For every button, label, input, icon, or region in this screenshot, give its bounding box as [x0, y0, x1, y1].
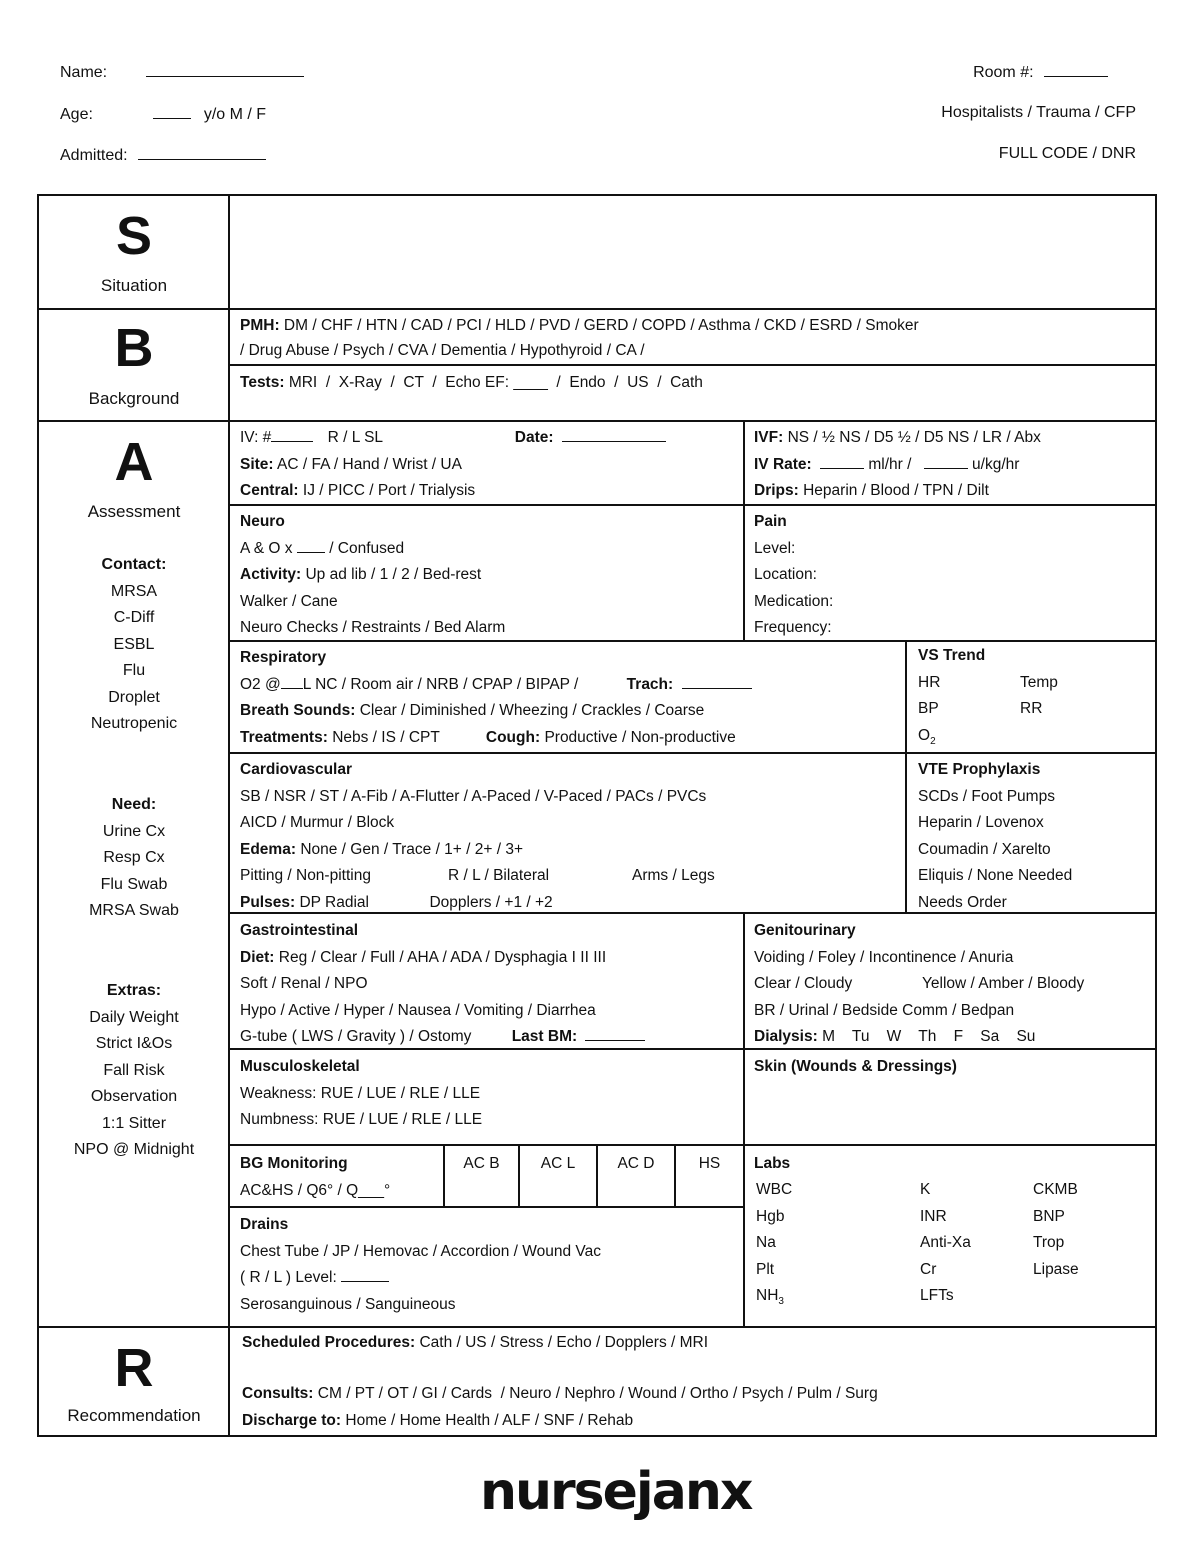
trach-label: Trach:: [626, 675, 674, 693]
pain-field: Medication:: [754, 592, 834, 610]
lab-item: Lipase: [1033, 1260, 1079, 1278]
diet-modifiers: Soft / Renal / NPO: [240, 975, 368, 993]
divider-msk-bg: [228, 1144, 1157, 1146]
pulses-sites: DP Radial: [299, 893, 369, 911]
pmh-options-line1: DM / CHF / HTN / CAD / PCI / HLD / PVD / GERD / COPD / Asthma / CKD / ESRD / Smoker: [283, 317, 919, 334]
activity-label: Activity:: [240, 566, 302, 584]
situation-letter: S: [115, 206, 153, 266]
iv-rate-label: IV Rate:: [754, 455, 812, 473]
activity-options: Up ad lib / 1 / 2 / Bed-rest: [305, 566, 482, 584]
dialysis-label: Dialysis:: [754, 1028, 818, 1046]
site-label: Site:: [240, 455, 274, 473]
sbar-form: [37, 194, 1157, 1437]
ivf-label: IVF:: [754, 429, 784, 446]
central-options: IJ / PICC / Port / Trialysis: [302, 482, 476, 500]
scheduled-procedures-options: Cath / US / Stress / Echo / Dopplers / MRI: [419, 1334, 709, 1351]
labs-col-3: [1033, 1177, 1079, 1283]
iv-rate-line[interactable]: [820, 454, 864, 469]
drain-type-options: Chest Tube / JP / Hemovac / Accordion / Wound Vac: [240, 1242, 601, 1260]
need-item: Urine Cx: [102, 822, 166, 840]
o2-options: L NC / Room air / NRB / CPAP / BIPAP /: [302, 675, 579, 693]
pain-field: Level:: [754, 539, 796, 557]
iv-number-line[interactable]: [271, 427, 313, 442]
mobility-aids: Walker / Cane: [240, 592, 338, 610]
need-item: MRSA Swab: [89, 902, 179, 919]
divider-bg-drains: [228, 1206, 743, 1208]
central-label: Central:: [240, 482, 299, 500]
assessment-label: Assessment: [87, 502, 181, 521]
vte-option: SCDs / Foot Pumps: [918, 787, 1055, 805]
tests-options: MRI / X-Ray / CT / Echo EF: ____ / Endo / US / Cath: [288, 374, 703, 391]
drips-label: Drips:: [754, 482, 799, 500]
urine-color-options: Yellow / Amber / Bloody: [922, 975, 1085, 993]
vte-option: Eliquis / None Needed: [918, 867, 1073, 885]
vs-rr: RR: [1020, 700, 1043, 718]
pain-field: Frequency:: [754, 619, 832, 637]
age-label: Age:: [60, 106, 93, 123]
divider-situation: [39, 308, 1157, 310]
edema-location-options: Arms / Legs: [632, 867, 715, 885]
drain-side-level: ( R / L ) Level:: [240, 1269, 337, 1287]
cardiovascular-section: [240, 757, 715, 917]
code-status-options: FULL CODE / DNR: [998, 145, 1136, 162]
discharge-row: [242, 1408, 633, 1435]
cough-options: Productive / Non-productive: [544, 728, 736, 746]
assessment-letter: A: [114, 432, 154, 492]
genitourinary-section: [754, 918, 1084, 1051]
consults-options: CM / PT / OT / GI / Cards / Neuro / Nephro / Wound / Ortho / Psych / Pulm / Surg: [317, 1385, 878, 1402]
iv-date-label: Date:: [514, 429, 554, 446]
vte-title: VTE Prophylaxis: [918, 761, 1041, 778]
skin-title: Skin (Wounds & Dressings): [754, 1058, 957, 1075]
tests-label: Tests:: [240, 374, 285, 391]
vs-temp: Temp: [1020, 673, 1058, 691]
drain-level-line[interactable]: [341, 1267, 389, 1282]
iv-rate-line-2[interactable]: [924, 454, 968, 469]
recommendation-letter: R: [114, 1338, 154, 1398]
vte-option: Heparin / Lovenox: [918, 814, 1044, 832]
extras-list: [39, 978, 229, 1164]
ivf-section: [754, 425, 1041, 505]
neuro-section: [240, 509, 505, 642]
drain-output-options: Serosanguinous / Sanguineous: [240, 1295, 456, 1313]
needs-list: [39, 792, 229, 925]
pain-title: Pain: [754, 513, 787, 530]
room-label: Room #:: [973, 64, 1034, 81]
vs-trend-title: VS Trend: [918, 647, 986, 664]
scheduled-procedures-label: Scheduled Procedures:: [242, 1334, 416, 1351]
weakness-options: RUE / LUE / RLE / LLE: [320, 1084, 481, 1102]
neuro-title: Neuro: [240, 513, 285, 530]
rhythm-options: SB / NSR / ST / A-Fib / A-Flutter / A-Paced / V-Paced / PACs / PVCs: [240, 787, 707, 805]
consults-label: Consults:: [242, 1385, 314, 1402]
gu-title: Genitourinary: [754, 922, 856, 939]
labs-col-1: [756, 1177, 792, 1316]
treatments-options: Nebs / IS / CPT: [332, 728, 440, 746]
bowel-options: Hypo / Active / Hyper / Nausea / Vomiting / Diarrhea: [240, 1001, 596, 1019]
divider-assessment: [39, 1326, 1157, 1328]
ivf-options: NS / ½ NS / D5 ½ / D5 NS / LR / Abx: [787, 429, 1041, 446]
respiratory-title: Respiratory: [240, 649, 327, 666]
lab-item: CKMB: [1033, 1181, 1078, 1198]
lab-item: Na: [756, 1234, 776, 1252]
lab-item: INR: [920, 1207, 947, 1225]
contact-precautions-list: [39, 552, 229, 738]
extras-item: NPO @ Midnight: [73, 1141, 195, 1158]
labs-col-2: [920, 1177, 971, 1310]
toileting-options: BR / Urinal / Bedside Comm / Bedpan: [754, 1001, 1015, 1019]
recommendation-label: Recommendation: [67, 1406, 201, 1425]
need-title: Need:: [111, 796, 157, 813]
vs-bp: BP: [918, 700, 939, 718]
iv-date-line[interactable]: [562, 427, 666, 442]
bg-title: BG Monitoring: [240, 1155, 348, 1172]
lab-nh-sub: 3: [778, 1296, 784, 1308]
edema-side-options: R / L / Bilateral: [448, 867, 550, 885]
bg-frequency-options: AC&HS / Q6° / Q___°: [240, 1181, 391, 1199]
treatments-label: Treatments:: [240, 728, 328, 746]
dialysis-days: M Tu W Th F Sa Su: [822, 1028, 1036, 1046]
breath-sounds-label: Breath Sounds:: [240, 702, 356, 720]
extras-title: Extras:: [106, 982, 162, 999]
drips-options: Heparin / Blood / TPN / Dilt: [803, 482, 989, 500]
lab-item: WBC: [756, 1181, 793, 1198]
last-bm-line[interactable]: [585, 1026, 645, 1041]
iv-label: IV: #: [240, 429, 272, 446]
divider-gi-col: [743, 912, 745, 1326]
situation-notes-area[interactable]: [230, 198, 1155, 306]
bg-col-acl: AC L: [540, 1155, 576, 1172]
contact-item: MRSA: [110, 582, 158, 600]
contact-item: C-Diff: [113, 609, 155, 626]
tests-section: [240, 370, 703, 397]
contact-item: ESBL: [113, 635, 155, 653]
trach-line[interactable]: [682, 674, 752, 689]
contact-item: Neutropenic: [90, 715, 178, 732]
gi-title: Gastrointestinal: [240, 922, 358, 939]
o2-label: O2 @: [240, 675, 281, 693]
divider-iv-col: [743, 420, 745, 640]
cardio-title: Cardiovascular: [240, 761, 352, 778]
extras-item: 1:1 Sitter: [101, 1114, 167, 1132]
lab-item: Hgb: [756, 1207, 785, 1225]
bg-col-acd: AC D: [617, 1155, 655, 1172]
drains-section: [240, 1212, 601, 1318]
drains-title: Drains: [240, 1216, 289, 1233]
lab-item: Cr: [920, 1260, 937, 1278]
pain-section: [754, 509, 833, 642]
neuro-checks-options: Neuro Checks / Restraints / Bed Alarm: [240, 619, 506, 637]
extras-item: Daily Weight: [89, 1008, 179, 1026]
name-label: Name:: [60, 64, 108, 81]
extras-item: Strict I&Os: [95, 1035, 173, 1052]
vte-option: Coumadin / Xarelto: [918, 840, 1051, 858]
numbness-options: RUE / LUE / RLE / LLE: [322, 1111, 483, 1129]
lab-item: K: [920, 1181, 931, 1198]
vte-option: Needs Order: [918, 893, 1007, 911]
lab-item: Trop: [1033, 1234, 1065, 1252]
need-item: Flu Swab: [100, 875, 168, 893]
vs-o2: O: [918, 726, 931, 744]
respiratory-section: [240, 645, 752, 751]
diet-options: Reg / Clear / Full / AHA / ADA / Dysphagia I II III: [278, 948, 607, 966]
msk-title: Musculoskeletal: [240, 1058, 360, 1075]
contact-title: Contact:: [101, 556, 167, 573]
gtube-options: G-tube ( LWS / Gravity ) / Ostomy: [240, 1028, 472, 1046]
room-field-row: [973, 62, 1108, 82]
pulses-label: Pulses:: [240, 893, 296, 911]
cough-label: Cough:: [485, 728, 541, 746]
lab-item: Anti-Xa: [920, 1234, 971, 1252]
admitted-field-row: [60, 145, 266, 165]
divider-vs-col: [905, 640, 907, 914]
labs-section: [754, 1151, 1154, 1178]
pmh-options-line2: / Drug Abuse / Psych / CVA / Dementia / Hypothyroid / CA /: [240, 342, 645, 359]
breath-sounds-options: Clear / Diminished / Wheezing / Crackles / Coarse: [359, 702, 705, 720]
contact-item: Droplet: [108, 688, 160, 706]
age-field-row: [60, 104, 266, 124]
vs-hr: HR: [918, 673, 941, 691]
divider-pmh-tests: [228, 364, 1157, 366]
name-input-line[interactable]: [146, 62, 304, 77]
admitted-input-line[interactable]: [138, 145, 266, 160]
edema-options: None / Gen / Trace / 1+ / 2+ / 3+: [300, 840, 524, 858]
extras-item: Observation: [90, 1088, 178, 1105]
cardiac-device-options: AICD / Murmur / Block: [240, 814, 395, 832]
skin-section: [754, 1054, 957, 1081]
need-item: Resp Cx: [103, 849, 165, 866]
pain-field: Location:: [754, 566, 817, 584]
admitted-label: Admitted:: [60, 147, 128, 164]
diet-label: Diet:: [240, 948, 275, 966]
aox-line[interactable]: [297, 538, 325, 553]
last-bm-label: Last BM:: [511, 1028, 578, 1046]
background-label: Background: [88, 389, 180, 408]
vs-o2-sub: 2: [930, 735, 936, 747]
o2-liters-line[interactable]: [281, 674, 303, 689]
scheduled-procedures-row: [242, 1330, 708, 1357]
labs-title: Labs: [754, 1155, 791, 1172]
numbness-label: Numbness:: [240, 1111, 319, 1129]
bg-col-acb: AC B: [463, 1155, 500, 1172]
pulses-options: Dopplers / +1 / +2: [429, 893, 553, 911]
lab-item: Plt: [756, 1260, 775, 1278]
voiding-options: Voiding / Foley / Incontinence / Anuria: [754, 948, 1014, 966]
musculoskeletal-section: [240, 1054, 482, 1134]
service-options: Hospitalists / Trauma / CFP: [941, 104, 1136, 121]
vte-prophylaxis-section: [918, 757, 1072, 917]
age-suffix: y/o M / F: [203, 106, 267, 123]
iv-access-section: [240, 425, 666, 505]
aox-label: A & O x: [240, 539, 293, 557]
divider-background: [39, 420, 1157, 422]
iv-rate-unit-u: u/kg/hr: [972, 455, 1020, 473]
discharge-label: Discharge to:: [242, 1412, 342, 1429]
bg-col-hs: HS: [698, 1155, 721, 1172]
nursejanx-logo: nursejanx: [480, 1462, 752, 1522]
pmh-label: PMH:: [240, 317, 280, 334]
lab-item: BNP: [1033, 1207, 1065, 1225]
iv-rate-unit-ml: ml/hr /: [868, 455, 912, 473]
edema-label: Edema:: [240, 840, 296, 858]
contact-item: Flu: [122, 662, 146, 679]
lab-item: NH: [756, 1287, 779, 1305]
bg-monitoring-section: [240, 1151, 390, 1204]
consults-row: [242, 1381, 878, 1408]
pmh-section: [240, 313, 919, 363]
pitting-options: Pitting / Non-pitting: [240, 867, 371, 885]
aox-confused: / Confused: [329, 539, 405, 557]
lab-item: LFTs: [920, 1287, 954, 1305]
site-options: AC / FA / Hand / Wrist / UA: [277, 455, 462, 473]
background-letter: B: [114, 318, 154, 378]
name-field-row: [60, 62, 304, 82]
weakness-label: Weakness:: [240, 1084, 317, 1102]
room-input-line[interactable]: [1044, 62, 1108, 77]
vs-trend-section: [918, 643, 1148, 755]
iv-side-options: R / L SL: [327, 429, 383, 446]
situation-label: Situation: [100, 276, 168, 295]
discharge-options: Home / Home Health / ALF / SNF / Rehab: [345, 1412, 634, 1429]
gastrointestinal-section: [240, 918, 645, 1051]
urine-clarity-options: Clear / Cloudy: [754, 975, 853, 993]
extras-item: Fall Risk: [103, 1061, 165, 1079]
age-input-line[interactable]: [153, 104, 191, 119]
